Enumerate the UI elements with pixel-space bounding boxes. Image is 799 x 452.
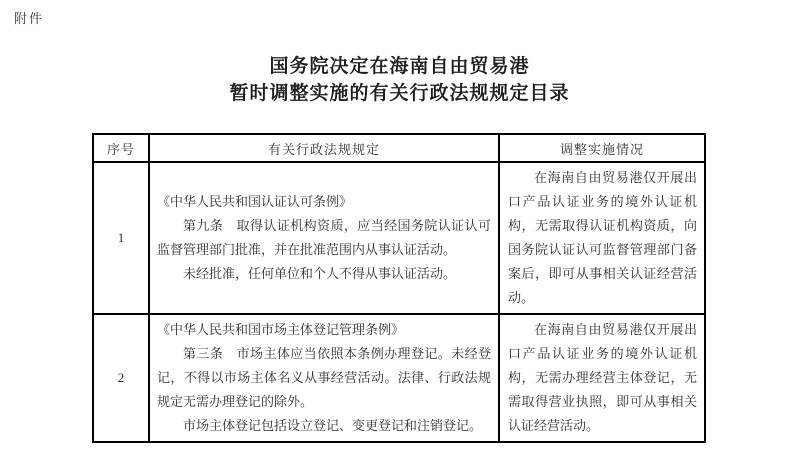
table-row xyxy=(93,314,705,442)
adjustment-cell xyxy=(499,314,705,442)
document-title xyxy=(0,53,799,107)
table-header-row xyxy=(93,134,705,162)
regulations-table xyxy=(92,133,706,443)
column-header-regulation: 有关行政法规规定 xyxy=(149,134,499,162)
regulation-paragraph: 未经批准，任何单位和个人不得从事认证活动。 xyxy=(183,266,457,281)
column-header-index: 序号 xyxy=(93,134,149,162)
attachment-label: 附件 xyxy=(14,11,45,26)
regulation-paragraph: 第九条 取得认证机构资质，应当经国务院认证认可监督管理部门批准，并在批准范围内从事认证活动。 xyxy=(157,218,491,257)
adjustment-cell xyxy=(499,162,705,314)
adjustment-paragraph: 在海南自由贸易港仅开展出口产品认证业务的境外认证机构，无需办理经营主体登记，无需取得营业执照，即可从事相关认证经营活动。 xyxy=(508,322,697,433)
document-title-line-2: 暂时调整实施的有关行政法规规定目录 xyxy=(229,83,570,104)
regulation-cell xyxy=(149,314,499,442)
regulation-title: 《中华人民共和国市场主体登记管理条例》 xyxy=(157,322,405,337)
regulation-cell xyxy=(149,162,499,314)
row-index: 1 xyxy=(93,162,149,314)
regulation-paragraph: 市场主体登记包括设立登记、变更登记和注销登记。 xyxy=(183,418,483,433)
table-row xyxy=(93,162,705,314)
regulation-paragraph: 第三条 市场主体应当依照本条例办理登记。未经登记，不得以市场主体名义从事经营活动。法律、行政法规规定无需办理登记的除外。 xyxy=(157,346,491,409)
document-title-line-1: 国务院决定在海南自由贸易港 xyxy=(269,56,530,77)
row-index: 2 xyxy=(93,314,149,442)
adjustment-paragraph: 在海南自由贸易港仅开展出口产品认证业务的境外认证机构，无需取得认证机构资质，向国务院认证认可监督管理部门备案后，即可从事相关认证经营活动。 xyxy=(508,170,697,305)
column-header-adjustment: 调整实施情况 xyxy=(499,134,705,162)
regulation-title: 《中华人民共和国认证认可条例》 xyxy=(157,194,353,209)
